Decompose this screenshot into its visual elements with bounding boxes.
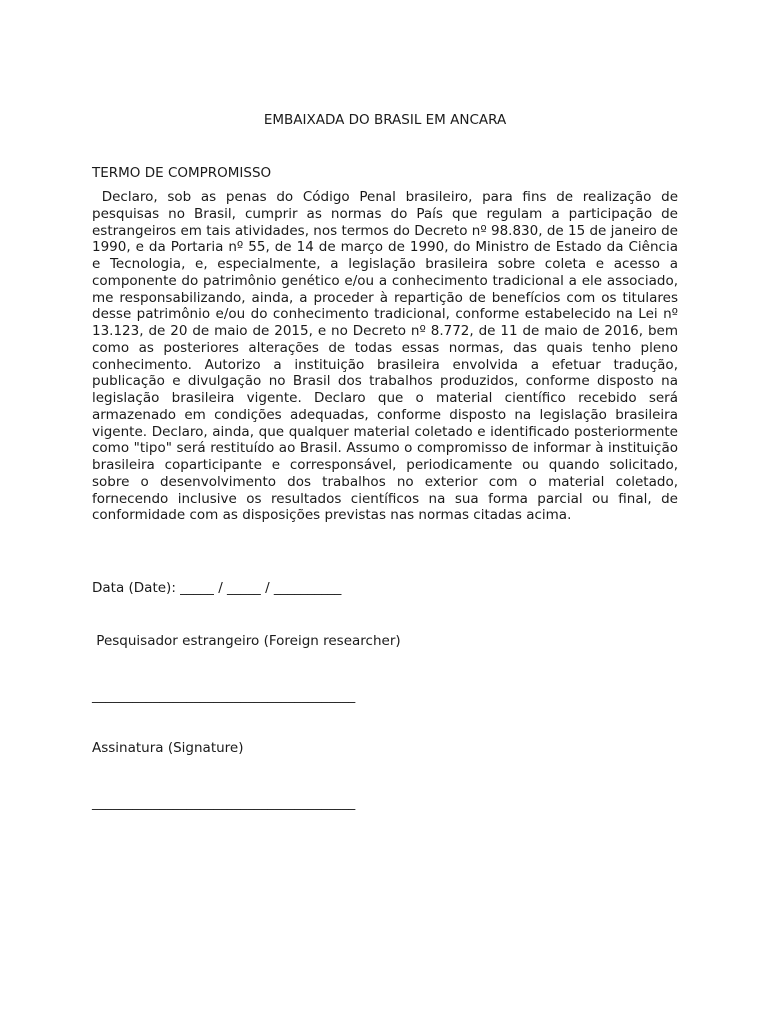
researcher-name-line: _______________________________________ bbox=[92, 688, 356, 704]
document-heading: EMBAIXADA DO BRASIL EM ANCARA bbox=[263, 112, 507, 128]
declaration-paragraph: Declaro, sob as penas do Código Penal brasileiro, para fins de realização de pesquisas no Brasil, cumprir as normas do País que regulam a participação de estrangeiros em tais atividades, nos termos do Decreto nº 98.830, de 15 de janeiro de 1990, e da Portaria nº 55, de 14 de março de 1990, do Ministro de Estado da Ciência e Tecnologia, e, especialmente, a legislação brasileira sobre coleta e acesso a componente do patrimônio genético e/ou a conhecimento tradicional a ele associado, me responsabilizando, ainda, a proceder à repartição de benefícios com os titulares desse patrimônio e/ou do conhecimento tradicional, conforme estabelecido na Lei nº 13.123, de 20 de maio de 2015, e no Decreto nº 8.772, de 11 de maio de 2016, bem como as posteriores alterações de todas essas normas, das quais tenho pleno conhecimento. Autorizo a instituição brasileira envolvida a efetuar tradução, publicação e divulgação no Brasil dos trabalhos produzidos, conforme disposto na legislação brasileira vigente. Declaro que o material científico recebido será armazenado em condições adequadas, conforme disposto na legislação brasileira vigente. Declaro, ainda, que qualquer material coletado e identificado posteriormente como "tipo" será restituído ao Brasil. Assumo o compromisso de informar à instituição brasileira coparticipante e corresponsável, periodicamente ou quando solicitado, sobre o desenvolvimento dos trabalhos no exterior com o material coletado, fornecendo inclusive os resultados científicos na sua forma parcial ou final, de conformidade com as disposições previstas nas normas citadas acima. bbox=[92, 189, 683, 524]
date-field-line: Data (Date): _____ / _____ / __________ bbox=[92, 580, 342, 596]
researcher-label: Pesquisador estrangeiro (Foreign researcher) bbox=[92, 633, 401, 649]
signature-label: Assinatura (Signature) bbox=[92, 740, 244, 756]
signature-line: _______________________________________ bbox=[92, 795, 356, 811]
document-subheading: TERMO DE COMPROMISSO bbox=[92, 165, 272, 181]
